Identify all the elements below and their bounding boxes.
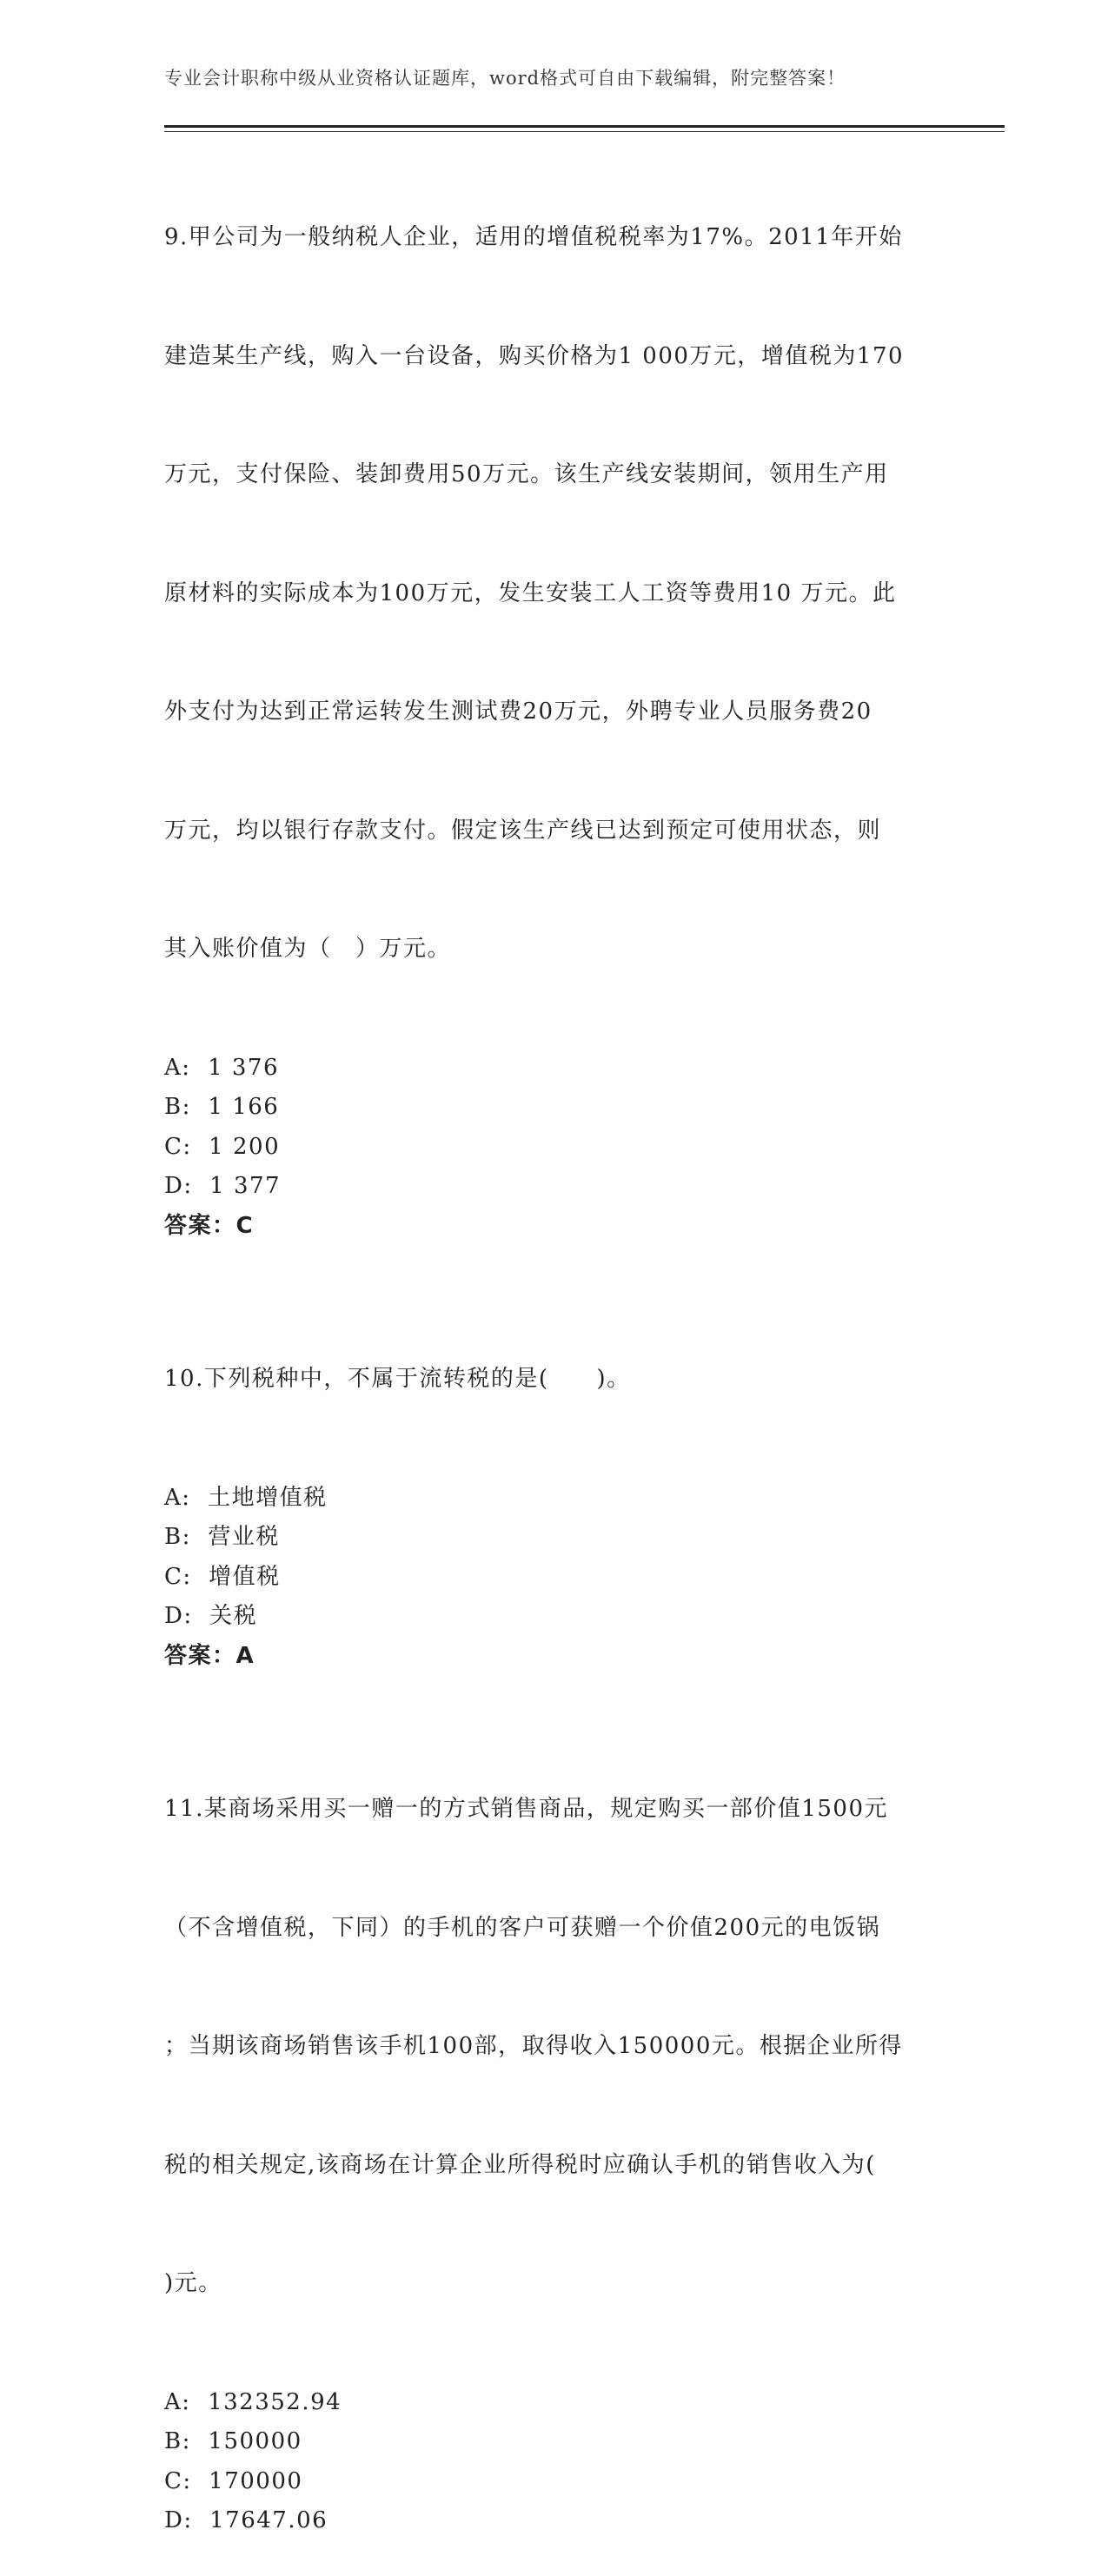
option-d: D: 17647.06: [164, 2507, 328, 2533]
stem-line: 10.下列税种中，不属于流转税的是( )。: [164, 1366, 631, 1392]
option-a: A: 土地增值税: [164, 1484, 328, 1511]
question-stem: [164, 1711, 946, 2383]
stem-line: ；当期该商场销售该手机100部，取得收入150000元。根据企业所得: [164, 2033, 903, 2059]
header-rule: [164, 125, 1005, 128]
stem-line: 9.甲公司为一般纳税人企业，适用的增值税税率为17%。2011年开始: [164, 224, 903, 250]
answer: 答案：C: [164, 1212, 255, 1239]
option-b: B: 1 166: [164, 1094, 280, 1120]
stem-line: 原材料的实际成本为100万元，发生安装工人工资等费用10 万元。此: [164, 579, 897, 606]
stem-line: 11.某商场采用买一赠一的方式销售商品，规定购买一部价值1500元: [164, 1796, 889, 1822]
stem-line: 外支付为达到正常运转发生测试费20万元，外聘专业人员服务费20: [164, 699, 872, 725]
stem-line: （不含增值税，下同）的手机的客户可获赠一个价值200元的电饭锅: [164, 1914, 881, 1941]
header-rule-thin: [164, 131, 1005, 132]
stem-line: 税的相关规定,该商场在计算企业所得税时应确认手机的销售收入为(: [164, 2151, 876, 2178]
question-10: [164, 1281, 946, 1676]
option-b: B: 150000: [164, 2428, 302, 2454]
option-a: A: 1 376: [164, 1054, 279, 1081]
option-c: C: 1 200: [164, 1133, 281, 1160]
answer: 答案：A: [164, 1642, 255, 1669]
option-d: D: 关税: [164, 1603, 258, 1629]
question-11: [164, 1711, 946, 2541]
stem-line: )元。: [164, 2270, 222, 2296]
option-c: C: 170000: [164, 2467, 303, 2494]
page-header: 专业会计职称中级从业资格认证题库，word格式可自由下载编辑，附完整答案！: [164, 68, 846, 89]
stem-line: 其入账价值为（ ）万元。: [164, 936, 452, 962]
question-stem: [164, 1281, 946, 1479]
question-9: [164, 139, 946, 1246]
option-d: D: 1 377: [164, 1173, 282, 1199]
stem-line: 万元，支付保险、装卸费用50万元。该生产线安装期间，领用生产用: [164, 461, 889, 487]
option-c: C: 增值税: [164, 1563, 281, 1590]
option-a: A: 132352.94: [164, 2388, 342, 2415]
question-stem: [164, 139, 946, 1049]
stem-line: 建造某生产线，购入一台设备，购买价格为1 000万元，增值税为170: [164, 342, 905, 369]
stem-line: 万元，均以银行存款支付。假定该生产线已达到预定可使用状态，则: [164, 817, 882, 844]
question-list: [164, 139, 946, 2576]
option-b: B: 营业税: [164, 1524, 280, 1550]
